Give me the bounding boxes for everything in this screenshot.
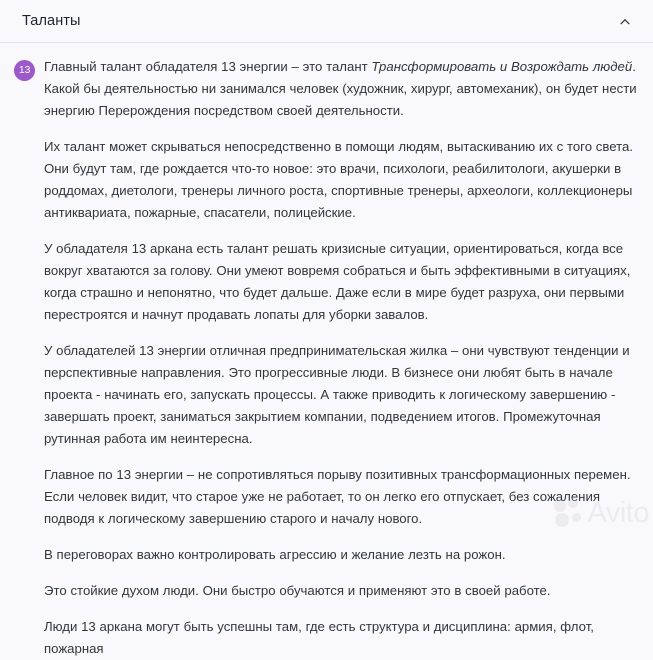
paragraph-block — [14, 56, 645, 122]
paragraph-p8: Люди 13 аркана могут быть успешны там, где есть структура и дисциплина: армия, флот, пожарная — [44, 619, 594, 656]
paragraph-p2: Их талант может скрываться непосредственно в помощи людям, вытаскиванию их с того света. Они будут там, где рождается что-то новое: это врачи, психологи, реабилитологи, акушерки в роддомах, диетологи, тренеры личного роста, спортивные тренеры, археологи, коллекционеры антиквариата, пожарные, спасатели, полицейские. — [44, 139, 634, 220]
arcana-number-badge: 13 — [14, 60, 35, 81]
emphasis-text: Трансформировать и Возрождать людей — [371, 59, 633, 74]
paragraph-p1: Главный талант обладателя 13 энергии – это талант Трансформировать и Возрождать людей. Какой бы деятельностью ни занимался человек (художник, хирург, автомеханик), он будет нести энергию Перерождения посредством своей деятельности. — [44, 59, 637, 118]
chevron-up-icon — [620, 17, 629, 26]
talents-content — [0, 43, 653, 660]
accordion-header-talents[interactable] — [0, 0, 653, 42]
paragraph-p6: В переговорах важно контролировать агрессию и желание лезть на рожон. — [44, 547, 506, 562]
accordion-collapse-button[interactable] — [613, 10, 635, 32]
avito-watermark-text: Avito — [587, 497, 649, 529]
paragraph-p4: У обладателей 13 энергии отличная предпринимательская жилка – они чувствуют тенденции и перспективные направления. Это прогрессивные люди. В бизнесе они любят быть в начале проекта - начинать его, запускать процессы. А также приводить к логическому завершению - завершать проект, заниматься закрытием компании, подведением итогов. Промежуточная рутинная работа им неинтересна. — [44, 343, 630, 446]
paragraph-p7: Это стойкие духом люди. Они быстро обучаются и применяют это в своей работе. — [44, 583, 551, 598]
paragraph-p5: Главное по 13 энергии – не сопротивляться порыву позитивных трансформационных перемен. Если человек видит, что старое уже не работает, то он легко его отпускает, без сожаления подводя к логическому завершению старого и началу нового. — [44, 467, 631, 526]
page-title: Таланты — [22, 12, 81, 29]
paragraph-p3: У обладателя 13 аркана есть талант решать кризисные ситуации, ориентироваться, когда все вокруг хватаются за голову. Они умеют вовремя собраться и быть эффективными в ситуациях, когда страшно и непонятно, что будет дальше. Даже если в мире будет разруха, они первыми перестроятся и начнут продавать лопаты для уборки завалов. — [44, 241, 631, 322]
